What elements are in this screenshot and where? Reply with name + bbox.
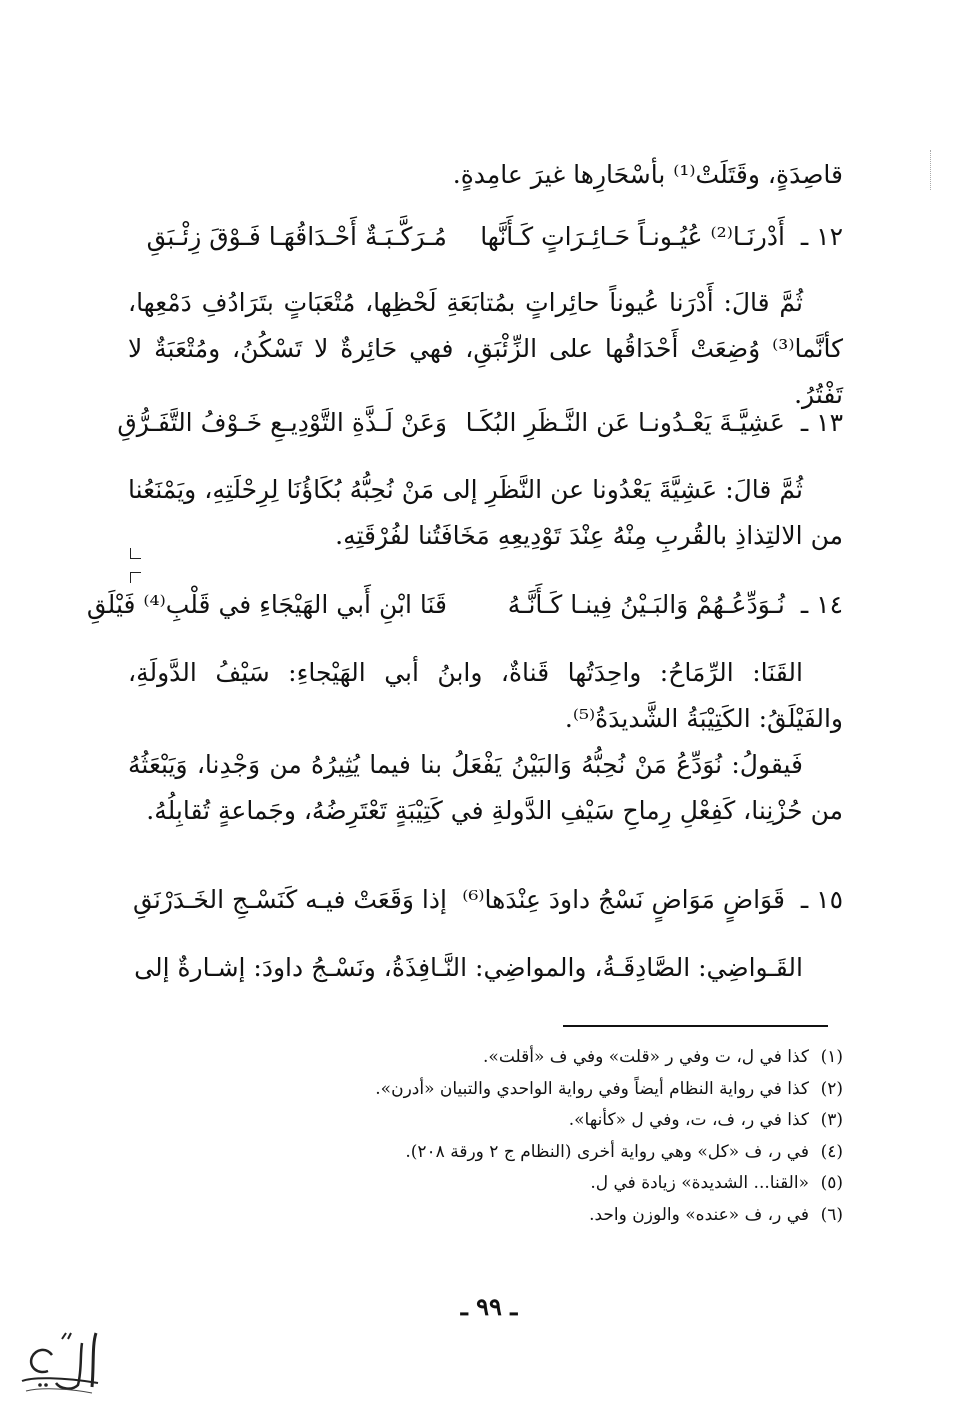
footnote-number: (٦): [820, 1204, 843, 1225]
crop-mark: [130, 548, 141, 559]
footnote: [128, 1168, 843, 1200]
calligraphy-stamp-icon: [12, 1325, 104, 1405]
verse-hemistich-second: قَنَا ابْنِ أَبي الهَيْجَاءِ في قَلْبِ⁽⁴⁾ فَيْلَقِ: [86, 590, 447, 619]
verse-hemistich-second: إذا وَقَعَتْ فيـه كَنَسْـجِ الخَـدَرْنَقِ: [133, 885, 447, 914]
footnote-number: (٢): [820, 1078, 843, 1099]
footnote-separator: [563, 1025, 828, 1027]
footnote-number: (٥): [820, 1173, 843, 1193]
footnotes: [128, 1042, 843, 1231]
verse-number: ١٥ ـ: [800, 885, 843, 914]
verse-hemistich-second: وَعَنْ لَـذَّةِ التَّوْدِيـعِ خَـوْفُ التَّفَـرُّقِ: [117, 408, 447, 437]
footnote-text: كذا في رواية النظام أيضاً وفي رواية الواحدي والتبيان «أدرن».: [375, 1078, 809, 1099]
footnote-number: (٣): [820, 1110, 843, 1130]
verse-14: [86, 585, 843, 625]
commentary-14: فَيقولُ: نُوَدِّعُ مَنْ نُحِبُّهُ وَالبَيْنُ يَفْعَلُ بنا فيما يُثِيرُهُ من وَجْدِنا، وَيَبْعَثُهُ من حُزْنِنا، كَفِعْلِ رِماحِ سَيْفِ الدَّولةِ في كَتِيْبَةٍ تَعْتَرِضُهُ، وجَماعةٍ تُقابِلُهُ.: [128, 750, 843, 825]
gloss-14: القَنَا: الرِّمَاحُ: واحِدَتُها قَناةٌ، وابنُ أبي الهَيْجاءِ: سَيْفُ الدَّولَةِ، والفَيْلَقُ: الكَتِيْبَةُ الشَّديدَةُ⁽⁵⁾.: [128, 658, 843, 733]
verse-number: ١٢ ـ: [800, 222, 843, 251]
verse-number: ١٤ ـ: [800, 590, 843, 619]
footnote: [128, 1200, 843, 1232]
verse-15: [128, 880, 843, 920]
verse-hemistich-first: أَدْرنَـا⁽²⁾ عُيُـونـاً حَـائِـرَاتٍ كَـأَنَّها: [480, 222, 785, 251]
footnote: [128, 1105, 843, 1137]
footnote-text: في ر، ف «عنده» والوزن واحد.: [589, 1204, 809, 1225]
footnote: [128, 1074, 843, 1106]
gloss-15: القَـواضِي: الصَّادِقَـةُ، والمواضِي: النَّـافِذَةُ، ونَسْـجُ داودَ: إشـارةٌ إلى: [134, 953, 803, 982]
verse-12: [128, 217, 843, 257]
footnote-text: كذا في ر، ف، ت، وفي ل «كأنها».: [568, 1110, 809, 1130]
commentary-13: ثُمَّ قالَ: عَشِيَّةَ يَعْدُونا عن النَّظَرِ إلى مَنْ نُحِبُّهُ بُكَاؤُنَا لِرِحْلَتِهِ، ويَمْنَعُنا من الالتِذاذِ بالقُربِ مِنْهُ عِنْدَ تَوْدِيعِهِ مَخَافَتُنا لفُرْقَتِهِ.: [128, 475, 843, 550]
footnote: [128, 1137, 843, 1169]
footnote-text: في ر، ف «كل» وهي رواية أخرى (النظام ج ٢ ورقة ٢٠٨).: [405, 1141, 809, 1162]
verse-hemistich-second: مُـرَكَّـبَـةٌ أَحْـدَاقُهَـا فَـوْقَ زِئْـبَقِ: [146, 222, 447, 251]
page-number: ـ ٩٩ ـ: [460, 1292, 518, 1321]
verse-hemistich-first: عَشِيَّـةَ يَعْـدُونـا عَن النَّـظَرِ البُكَـا: [465, 408, 785, 437]
footnote-number: (٤): [820, 1141, 843, 1162]
verse-number: ١٣ ـ: [800, 408, 843, 437]
footnote-text: كذا في ل، ت وفي ر «قلت» وفي ف «أقلت».: [483, 1047, 809, 1067]
crop-mark: [130, 572, 141, 583]
footnote: [128, 1042, 843, 1074]
library-stamp-logo: [12, 1325, 104, 1405]
margin-mark: [930, 150, 931, 190]
paragraph-continuation: قاصِدَةٍ، وقَتَلَتْ⁽¹⁾ بأسْحَارِها غيرَ عامِدةٍ.: [452, 160, 843, 189]
footnote-number: (١): [820, 1047, 843, 1067]
verse-13: [117, 403, 843, 443]
verse-hemistich-first: نُـوَدِّعُـهُمْ وَالبَـيْنُ فِينـا كَـأَنَّـهُ: [507, 590, 785, 619]
commentary-12: ثُمَّ قالَ: أَدْرَنا عُيوناً حائِراتٍ بمُتابَعَةِ لَحْظِها، مُتْعَبَاتٍ بتَرَادُفِ دَمْعِها، كأنَّما⁽³⁾ وُضِعَتْ أَحْدَاقُها على الزِّئْبَقِ، فهي حَائِرةٌ لا تَسْكُنُ، ومُتْعَبَةٌ لا تَفْتُرُ.: [128, 288, 843, 409]
verse-hemistich-first: قَوَاضٍ مَوَاضٍ نَسْجُ داودَ عِنْدَها⁽⁶⁾: [462, 885, 785, 914]
footnote-text: «القنا... الشديدة» زيادة في ل.: [590, 1173, 809, 1193]
